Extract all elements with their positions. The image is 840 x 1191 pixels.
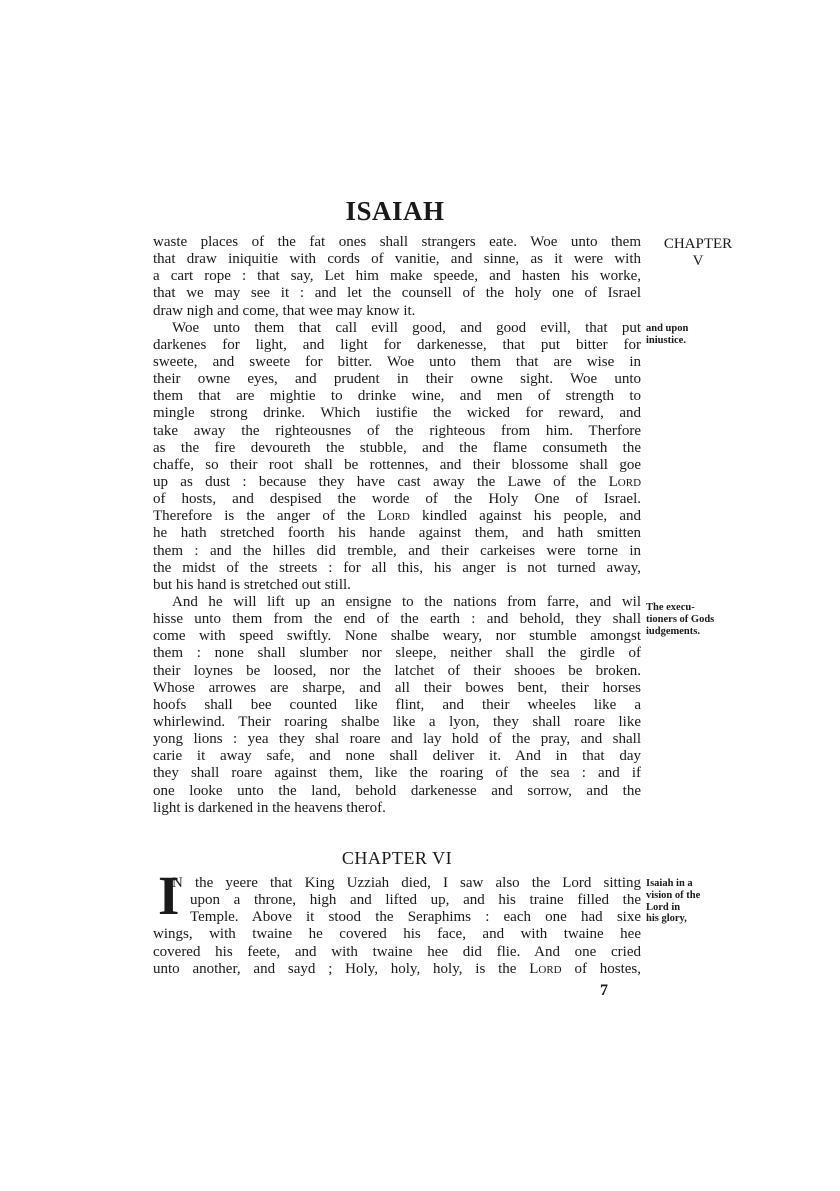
text-line: waste places of the fat ones shall strangers eate. Woe unto them [153, 234, 641, 250]
margin-note-line: Isaiah in a [646, 878, 693, 889]
chapter6-text [153, 875, 641, 978]
text-line: mingle strong drinke. Which iustifie the wicked for reward, and [153, 405, 641, 422]
text-line: carie it away safe, and none shall deliver it. And in that day [153, 748, 641, 765]
margin-note-line: his glory, [646, 913, 687, 925]
text-line: wings, with twaine he covered his face, and with twaine hee [153, 926, 641, 943]
lord-small-caps: Lord [529, 960, 562, 977]
running-title: ISAIAH [345, 196, 445, 226]
text-line: the midst of the streets : for all this, his anger is not turned away, [153, 559, 641, 576]
chapter-marker [655, 236, 741, 270]
text-line: one looke unto the land, behold darkenesse and sorrow, and the [153, 782, 641, 799]
text-segment: up as dust : because they have cast away the Lawe of the [153, 473, 597, 490]
text-line: that draw iniquitie with cords of vanitie, and sinne, as it were with [153, 251, 641, 268]
text-line: take away the righteousnes of the righteous from him. Therfore [153, 422, 641, 439]
margin-note-line: iniustice. [646, 334, 686, 346]
text-line: Woe unto them that call evill good, and good evill, that put [172, 319, 641, 336]
chapter-marker-numeral: V [692, 253, 704, 269]
text-line: Temple. Above it stood the Seraphims : each one had sixe [190, 909, 641, 926]
margin-note-injustice [646, 323, 688, 347]
text-line: of hosts, and despised the worde of the Holy One of Israel. [153, 491, 641, 508]
text-line: N the yeere that King Uzziah died, I saw also the Lord sitting [172, 875, 641, 891]
text-line: they shall roare against them, like the roaring of the sea : and if [153, 765, 641, 782]
text-line: light is darkened in the heavens therof. [153, 799, 386, 816]
chapter5-text [153, 234, 641, 817]
lord-small-caps: Lord [377, 508, 410, 525]
text-segment: unto another, and sayd ; Holy, holy, holy, is the [153, 960, 517, 977]
margin-note-line: The execu- [646, 602, 695, 613]
text-segment: kindled against his people, and [409, 508, 641, 525]
text-line: he hath stretched foorth his hande against them, and hath smitten [153, 525, 641, 542]
text-segment: Therefore is the anger of the [153, 508, 366, 525]
drop-cap: I [158, 865, 180, 926]
text-line: them : and the hilles did tremble, and their carkeises were torne in [153, 542, 641, 559]
text-line: them : none shall slumber nor sleepe, neither shall the girdle of [153, 645, 641, 662]
text-line [153, 961, 641, 978]
margin-note-line: vision of the [646, 889, 701, 901]
text-line: Whose arrowes are sharpe, and all their bowes bent, their horses [153, 679, 641, 696]
text-segment: of hostes, [561, 960, 641, 977]
folio-mark: 7 [600, 982, 608, 999]
text-line: darkenes for light, and light for darkenesse, that put bitter for [153, 336, 641, 353]
text-line [153, 474, 641, 491]
text-line: whirlewind. Their roaring shalbe like a lyon, they shall roare like [153, 713, 641, 730]
text-line: draw nigh and come, that wee may know it. [153, 302, 416, 319]
text-line: hoofs shall bee counted like flint, and their wheeles like a [153, 696, 641, 713]
text-line: And he will lift up an ensigne to the nations from farre, and wil [172, 593, 641, 610]
margin-note-line: tioners of Gods [646, 613, 715, 625]
text-line: as the fire devoureth the stubble, and the flame consumeth the [153, 439, 641, 456]
text-line: their owne eyes, and prudent in their owne sight. Woe unto [153, 371, 641, 388]
margin-note-line: iudgements. [646, 625, 700, 637]
text-line: covered his feete, and with twaine hee did flie. And one cried [153, 943, 641, 960]
text-line: come with speed swiftly. None shalbe weary, nor stumble amongst [153, 628, 641, 645]
chapter-marker-word: CHAPTER [663, 236, 733, 252]
text-line: upon a throne, high and lifted up, and his traine filled the [190, 892, 641, 909]
margin-note-vision [646, 878, 700, 925]
text-line: sweete, and sweete for bitter. Woe unto them that are wise in [153, 353, 641, 370]
text-line: yong lions : yea they shal roare and lay hold of the pray, and shall [153, 731, 641, 748]
text-line: chaffe, so their root shall be rottennes, and their blossome shall goe [153, 456, 641, 473]
text-line: hisse unto them from the end of the earth : and behold, they shall [153, 611, 641, 628]
text-line: that we may see it : and let the counsell of the holy one of Israel [153, 285, 641, 302]
text-line [153, 508, 641, 525]
text-line: a cart rope : that say, Let him make speede, and hasten his worke, [153, 268, 641, 285]
chapter-heading: CHAPTER VI [341, 848, 453, 868]
lord-small-caps: Lord [608, 473, 642, 490]
text-line: them that are mightie to drinke wine, and men of strength to [153, 388, 641, 405]
text-line: their loynes be loosed, nor the latchet of their shooes be broken. [153, 662, 641, 679]
margin-note-line: Lord in [646, 901, 681, 913]
text-line: but his hand is stretched out still. [153, 576, 351, 593]
margin-note-executioners [646, 602, 714, 637]
margin-note-line: and upon [646, 323, 689, 334]
